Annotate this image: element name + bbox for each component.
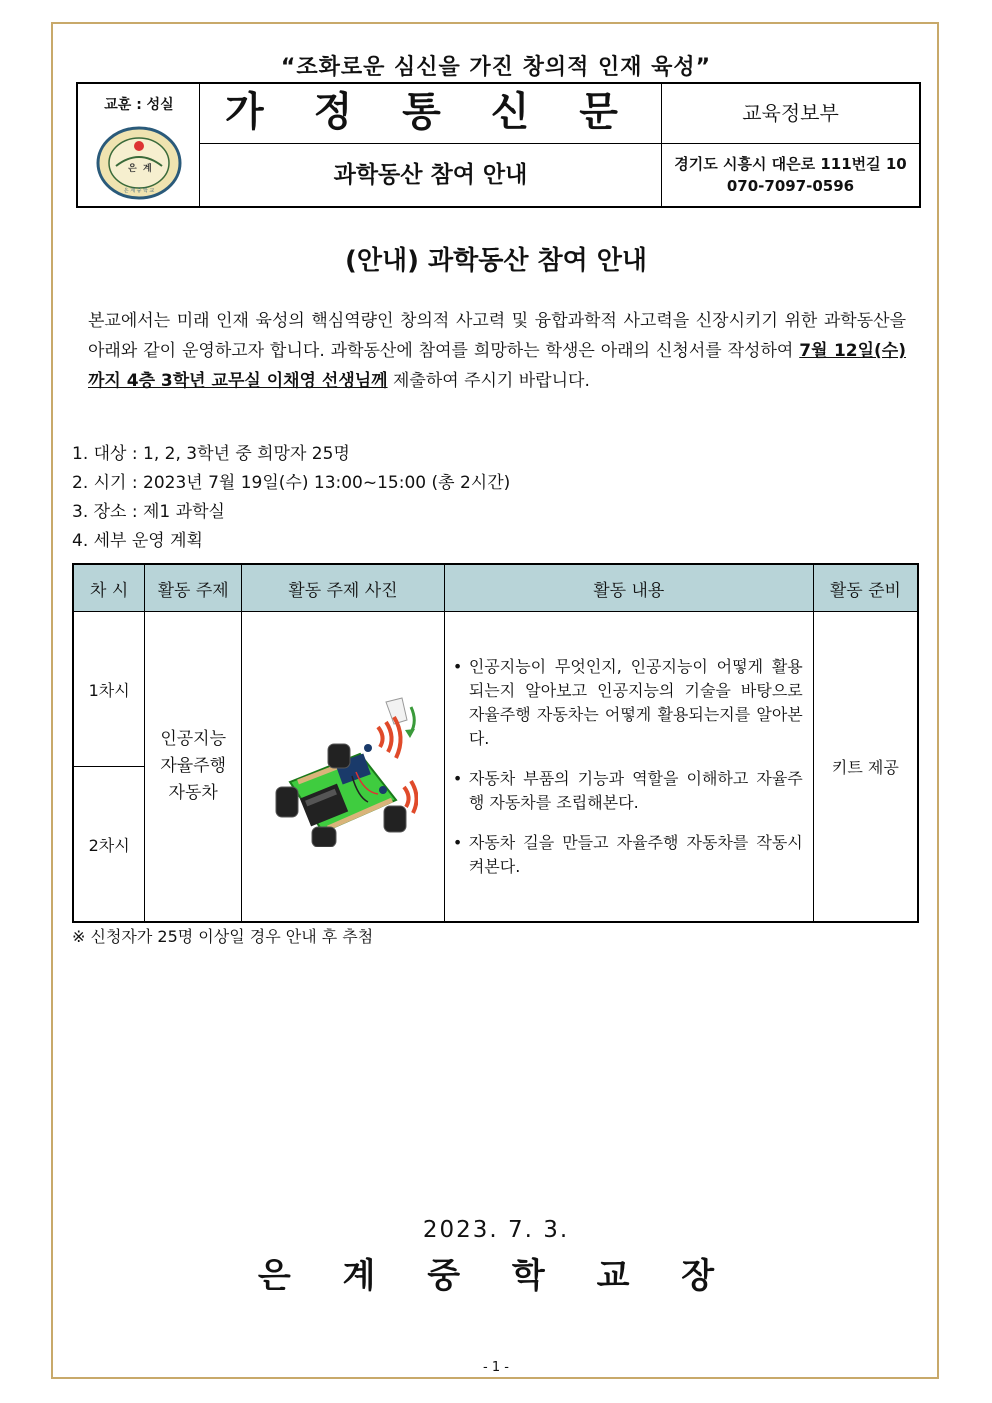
content-text: 인공지능이 무엇인지, 인공지능이 어떻게 활용되는지 알아보고 인공지능의 기술을 바탕으로 자율주행 자동차는 어떻게 활용되는지를 알아본다. [468, 656, 803, 748]
session-1: 1차시 [73, 612, 145, 767]
intro-text: 본교에서는 미래 인재 육성의 핵심역량인 창의적 사고력 및 융합과학적 사고력을 신장시키기 위한 과학동산을 아래와 같이 운영하고자 합니다. 과학동산에 참여를 희망하는 학생은 아래의 신청서를 작성하여 [88, 311, 906, 361]
newsletter-header [76, 82, 921, 208]
principal-signature: 은 계 중 학 교 장 [257, 1256, 735, 1296]
theme-line: 자율주행 [160, 756, 227, 776]
table-row [73, 612, 918, 767]
school-phone: 070-7097-0596 [726, 177, 855, 195]
department-name: 교육정보부 [662, 84, 919, 144]
activity-preparation: 키트 제공 [813, 612, 918, 923]
header-preparation: 활동 준비 [813, 564, 918, 612]
issue-date: 2023. 7. 3. [422, 1217, 570, 1243]
school-contact [662, 144, 919, 206]
bullet: • [452, 656, 463, 676]
intro-paragraph [88, 306, 906, 396]
intro-deadline-highlight: 7월 12일(수)까지 4층 3학년 교무실 이채영 선생님께 [88, 341, 906, 391]
content-text: 자동차 부품의 기능과 역할을 이해하고 자율주행 자동차를 조립해본다. [468, 768, 803, 812]
info-location: 3. 장소 : 제1 과학실 [72, 502, 225, 522]
content-item [453, 655, 803, 751]
page-number: - 1 - [483, 1360, 509, 1375]
header-session: 차 시 [73, 564, 145, 612]
svg-text:계: 계 [143, 164, 152, 174]
motto-cell [78, 84, 200, 206]
content-item [453, 831, 803, 879]
session-2: 2차시 [73, 767, 145, 923]
info-list [72, 440, 510, 556]
school-motto: 교훈 : 성실 [104, 97, 174, 113]
school-logo-emblem [96, 126, 182, 200]
lottery-note: ※ 신청자가 25명 이상일 경우 안내 후 추첨 [72, 927, 374, 946]
content-text: 자동차 길을 만들고 자율주행 자동차를 작동시켜본다. [468, 832, 803, 876]
activity-content [444, 612, 813, 923]
header-photo: 활동 주제 사진 [242, 564, 445, 612]
header-theme: 활동 주제 [145, 564, 242, 612]
header-content: 활동 내용 [444, 564, 813, 612]
activity-theme [145, 612, 242, 923]
table-header-row [73, 564, 918, 612]
info-schedule: 2. 시기 : 2023년 7월 19일(수) 13:00~15:00 (총 2시간) [72, 473, 511, 493]
info-plan: 4. 세부 운영 계획 [72, 531, 203, 551]
theme-line: 인공지능 [160, 729, 227, 749]
bullet: • [452, 832, 463, 852]
newsletter-subtitle: 과학동산 참여 안내 [200, 144, 662, 206]
activity-photo-cell [242, 612, 445, 923]
school-slogan: “조화로운 심신을 가진 창의적 인재 육성” [280, 55, 712, 80]
theme-line: 자동차 [168, 783, 218, 803]
bullet: • [452, 768, 463, 788]
intro-closing: 제출하여 주시기 바랍니다. [387, 371, 590, 391]
document-title: (안내) 과학동산 참여 안내 [344, 246, 648, 276]
content-item [453, 767, 803, 815]
activity-plan-table [72, 563, 919, 923]
robot-car-photo [268, 682, 418, 847]
info-target: 1. 대상 : 1, 2, 3학년 중 희망자 25명 [72, 444, 350, 464]
newsletter-title: 가 정 통 신 문 [200, 84, 662, 144]
school-address: 경기도 시흥시 대은로 111번길 10 [674, 155, 907, 173]
svg-text:은: 은 [128, 164, 137, 174]
svg-text:은 계 중 학 교: 은 계 중 학 교 [123, 188, 155, 194]
